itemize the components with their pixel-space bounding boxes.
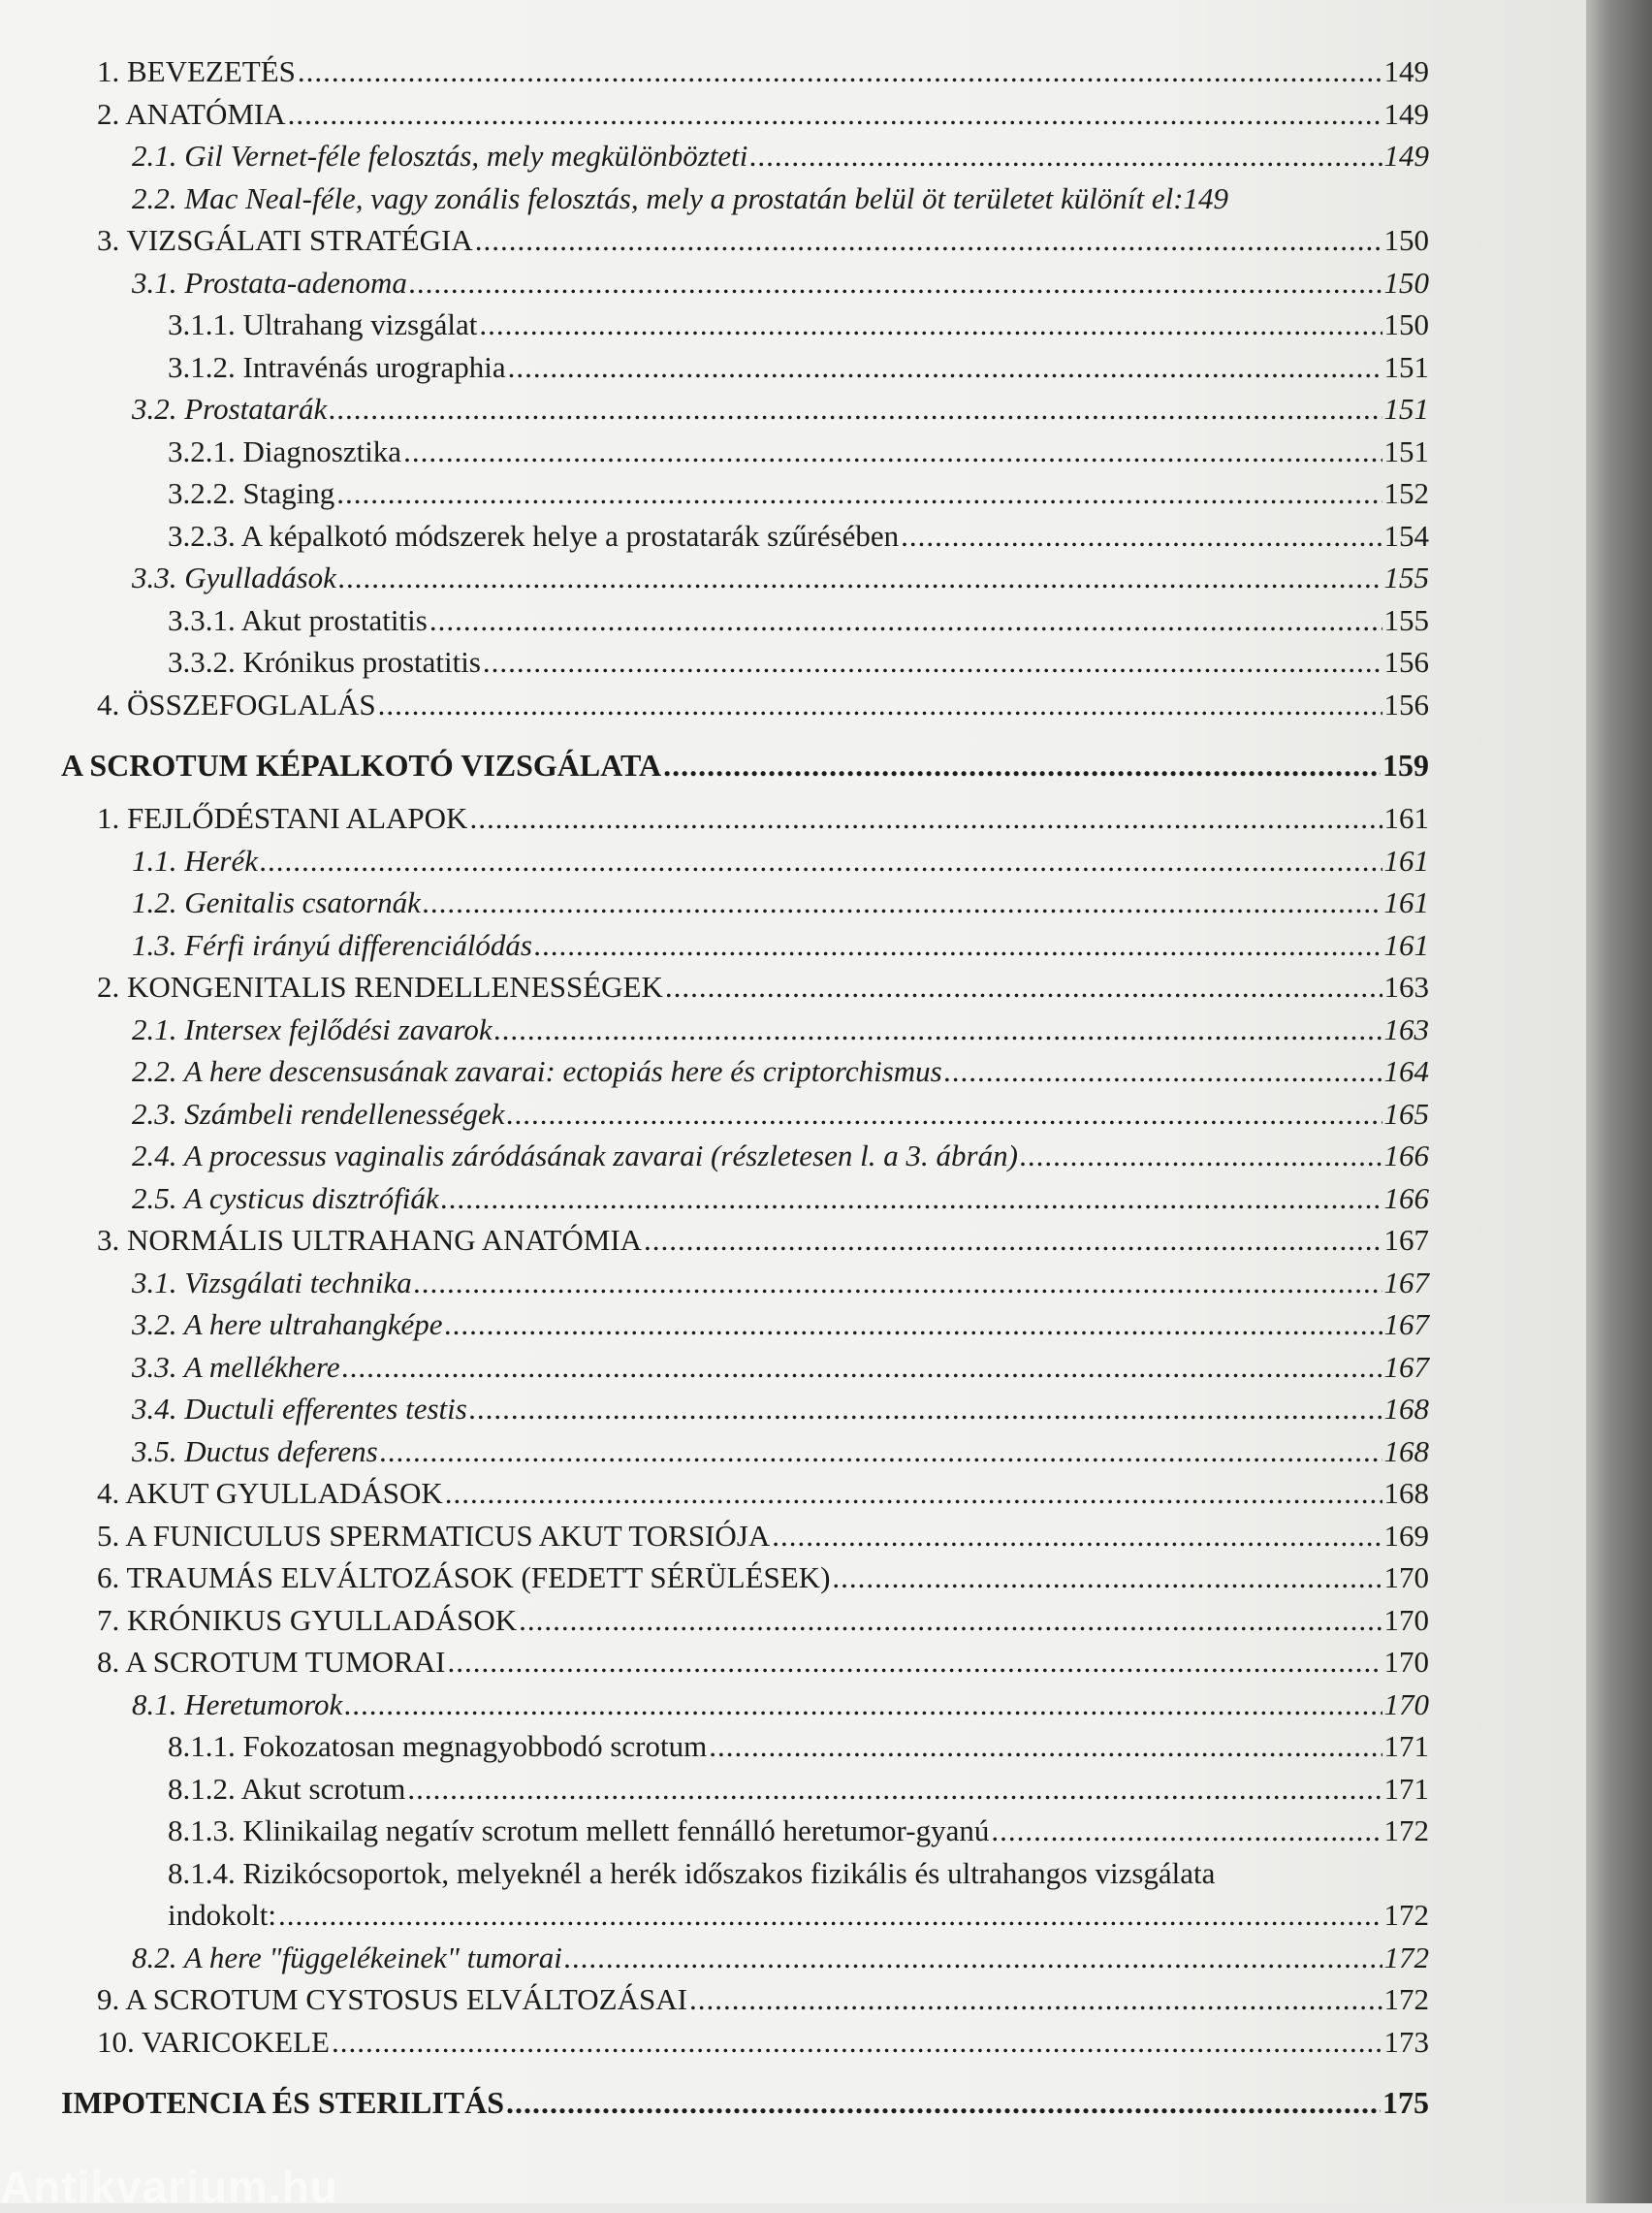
dot-leader — [483, 641, 1382, 684]
toc-entry-title: 3.3. Gyulladások — [132, 561, 336, 594]
dot-leader — [901, 515, 1382, 558]
toc-entry — [58, 1388, 1429, 1430]
toc-entry — [58, 557, 1429, 599]
dot-leader — [991, 1810, 1382, 1852]
toc-page-number: 151 — [1383, 349, 1429, 384]
toc-page-number: 173 — [1383, 2024, 1429, 2059]
toc-entry-title: 8.1.1. Fokozatosan megnagyobbodó scrotum — [168, 1729, 708, 1763]
toc-entry-title: 3.2.2. Staging — [168, 476, 335, 510]
dot-leader — [441, 1177, 1382, 1220]
toc-entry — [58, 1430, 1429, 1473]
dot-leader — [342, 1346, 1382, 1389]
dot-leader — [564, 1937, 1382, 1979]
toc-entry-title: 1. FEJLŐDÉSTANI ALAPOK — [97, 801, 468, 835]
toc-page-number: 166 — [1383, 1180, 1429, 1215]
toc-entry — [58, 1599, 1429, 1642]
toc-page-number: 155 — [1383, 561, 1429, 594]
watermark: Antikvarium.hu — [0, 2162, 338, 2212]
toc-entry-title: 2.2. Mac Neal-féle, vagy zonális felosztás, mely a prostatán belül öt területet különít el:149 — [132, 180, 1229, 215]
toc-entry — [58, 1937, 1429, 1979]
toc-entry — [58, 1684, 1429, 1726]
toc-page-number: 166 — [1383, 1139, 1429, 1172]
toc-entry — [58, 1009, 1429, 1051]
toc-page-number: 171 — [1383, 1771, 1429, 1806]
toc-page-number: 172 — [1383, 1982, 1429, 2016]
dot-leader — [407, 1768, 1382, 1811]
toc-entry-title: 3.2. A here ultrahangképe — [132, 1307, 443, 1341]
toc-entry — [58, 1768, 1429, 1811]
toc-page-number: 175 — [1382, 2085, 1429, 2120]
toc-entry-title: 3.1. Prostata-adenoma — [132, 265, 407, 300]
toc-page-number: 170 — [1383, 1560, 1429, 1594]
dot-leader — [278, 1894, 1382, 1937]
dot-leader — [479, 304, 1382, 346]
dot-leader — [260, 840, 1382, 882]
toc-entry-title: 1.2. Genitalis csatornák — [132, 885, 421, 919]
toc-entry-title: 7. KRÓNIKUS GYULLADÁSOK — [97, 1602, 518, 1637]
toc-entry-title: 2.1. Intersex fejlődési zavarok — [132, 1011, 492, 1046]
dot-leader — [507, 1093, 1382, 1136]
toc-entry-title: 4. ÖSSZEFOGLALÁS — [97, 687, 376, 722]
toc-entry-title: 1.3. Férfi irányú differenciálódás — [132, 927, 532, 962]
toc-entry-title: 5. A FUNICULUS SPERMATICUS AKUT TORSIÓJA — [97, 1518, 771, 1553]
toc-page-number: 172 — [1383, 1940, 1429, 1974]
toc-page-number: 150 — [1383, 307, 1429, 341]
toc-page-number: 170 — [1383, 1686, 1429, 1721]
toc-entry-title: 8.2. A here "függelékeinek" tumorai — [132, 1940, 562, 1974]
toc-entry-title: 8.1.3. Klinikailag negatív scrotum mellett fennálló heretumor-gyanú — [168, 1813, 990, 1847]
toc-entry — [58, 797, 1429, 840]
toc-page-number: 170 — [1383, 1602, 1429, 1637]
toc-page-number: 149 — [1383, 139, 1429, 173]
toc-entry — [58, 684, 1429, 726]
dot-leader — [409, 262, 1382, 305]
toc-entry — [58, 1346, 1429, 1389]
dot-leader — [749, 135, 1382, 177]
toc-page-number: 159 — [1382, 748, 1429, 783]
dot-leader — [534, 924, 1382, 967]
toc-page-number: 161 — [1383, 843, 1429, 878]
toc-page-number: 170 — [1383, 1645, 1429, 1679]
toc-entry — [58, 388, 1429, 431]
toc-page-number: 167 — [1383, 1265, 1429, 1299]
toc-page-number: 168 — [1383, 1433, 1429, 1468]
toc-entry — [58, 1641, 1429, 1684]
toc-page-number: 151 — [1383, 392, 1429, 426]
toc-entry-title: IMPOTENCIA ÉS STERILITÁS — [61, 2085, 505, 2120]
toc-page-number: 171 — [1383, 1729, 1429, 1763]
dot-leader — [709, 1725, 1382, 1768]
toc-page-number: 168 — [1383, 1476, 1429, 1510]
toc-entry — [58, 1725, 1429, 1768]
dot-leader — [447, 1641, 1382, 1684]
toc-entry-title: 2.2. A here descensusának zavarai: ectopiás here és criptorchismus — [132, 1054, 942, 1088]
toc-entry — [58, 2021, 1429, 2064]
toc-entry-title: A SCROTUM KÉPALKOTÓ VIZSGÁLATA — [61, 748, 662, 783]
toc-entry-title: 8.1.4. Rizikócsoportok, melyeknél a herék időszakos fizikális és ultrahangos vizsgálata — [168, 1855, 1216, 1890]
toc-entry — [58, 1050, 1429, 1093]
toc-page-number: 150 — [1383, 223, 1429, 257]
dot-leader — [1020, 1135, 1382, 1177]
toc-entry — [58, 1978, 1429, 2021]
dot-leader — [644, 1219, 1382, 1262]
toc-page-number: 172 — [1383, 1813, 1429, 1847]
toc-page-number: 163 — [1383, 970, 1429, 1004]
toc-entry-title: indokolt: — [168, 1898, 276, 1932]
dot-leader — [403, 431, 1382, 473]
toc-page-number: 172 — [1383, 1898, 1429, 1932]
toc-page-number: 155 — [1383, 602, 1429, 637]
dot-leader — [944, 1050, 1382, 1093]
toc-entry — [58, 1303, 1429, 1346]
dot-leader — [378, 684, 1382, 726]
dot-leader — [663, 737, 1381, 793]
dot-leader — [469, 797, 1382, 840]
toc-entry-title: 6. TRAUMÁS ELVÁLTOZÁSOK (FEDETT SÉRÜLÉSEK) — [97, 1560, 831, 1594]
toc-page-number: 161 — [1383, 801, 1429, 835]
toc-entry-title: 2. ANATÓMIA — [97, 96, 286, 131]
toc-entry-title: 3.3.1. Akut prostatitis — [168, 602, 428, 637]
toc-page-number: 151 — [1383, 433, 1429, 468]
toc-entry — [58, 1810, 1429, 1852]
toc-page-number: 161 — [1383, 927, 1429, 962]
toc-entry-title: 1.1. Herék — [132, 843, 258, 878]
toc-entry — [58, 1894, 1429, 1937]
dot-leader — [380, 1430, 1382, 1473]
toc-page-number: 161 — [1383, 885, 1429, 919]
toc-entry — [58, 262, 1429, 305]
toc-entry-title: 3. NORMÁLIS ULTRAHANG ANATÓMIA — [97, 1223, 643, 1257]
toc-entry — [58, 840, 1429, 882]
dot-leader — [344, 1684, 1382, 1726]
toc-part-heading — [58, 737, 1429, 793]
toc-entry-title: 3. VIZSGÁLATI STRATÉGIA — [97, 223, 473, 257]
page-edge-shadow — [1586, 0, 1652, 2203]
toc-entry-title: 8.1.2. Akut scrotum — [168, 1771, 406, 1806]
toc-entry-title: 3.2. Prostatarák — [132, 392, 328, 426]
toc-page-number: 150 — [1383, 265, 1429, 300]
toc-entry-title: 8. A SCROTUM TUMORAI — [97, 1645, 446, 1679]
dot-leader — [494, 1009, 1382, 1051]
toc-page-number: 167 — [1383, 1307, 1429, 1341]
toc-entry — [58, 219, 1429, 262]
toc-page-number: 156 — [1383, 645, 1429, 679]
toc-entry-title: 3.4. Ductuli efferentes testis — [132, 1392, 467, 1426]
toc-entry — [58, 966, 1429, 1009]
toc-entry — [58, 1093, 1429, 1136]
toc-page-number: 165 — [1383, 1096, 1429, 1131]
toc-entry-title: 3.2.3. A képalkotó módszerek helye a prostatarák szűrésében — [168, 518, 900, 553]
toc-entry-title: 8.1. Heretumorok — [132, 1686, 343, 1721]
toc-entry-title: 2.3. Számbeli rendellenességek — [132, 1096, 505, 1131]
toc-entry-title: 3.1.2. Intravénás urographia — [168, 349, 506, 384]
dot-leader — [423, 882, 1382, 924]
dot-leader — [508, 346, 1382, 389]
dot-leader — [689, 1978, 1382, 2021]
toc-entry — [58, 50, 1429, 93]
toc-entry-title: 3.3.2. Krónikus prostatitis — [168, 645, 481, 679]
toc-entry-title: 10. VARICOKELE — [97, 2024, 330, 2059]
dot-leader — [445, 1472, 1382, 1515]
toc-entry — [58, 93, 1429, 136]
toc-entry-title: 1. BEVEZETÉS — [97, 54, 296, 88]
toc-entry — [58, 1515, 1429, 1557]
toc-entry-title: 3.3. A mellékhere — [132, 1349, 340, 1384]
toc-entry-title: 3.1. Vizsgálati technika — [132, 1265, 412, 1299]
toc-part-heading — [58, 2074, 1429, 2131]
toc-page-number: 163 — [1383, 1011, 1429, 1046]
toc-entry-title: 2.4. A processus vaginalis záródásának zavarai (részletesen l. a 3. ábrán) — [132, 1139, 1018, 1172]
dot-leader — [298, 50, 1382, 93]
toc-page-number: 164 — [1383, 1054, 1429, 1088]
toc-page-number: 167 — [1383, 1349, 1429, 1384]
toc-page-number: 156 — [1383, 687, 1429, 722]
toc-entry — [58, 1135, 1429, 1177]
dot-leader — [519, 1599, 1382, 1642]
toc-entry — [58, 1262, 1429, 1304]
toc-entry-title: 2.1. Gil Vernet-féle felosztás, mely megkülönbözteti — [132, 139, 748, 173]
toc-entry — [58, 1556, 1429, 1599]
toc-entry — [58, 346, 1429, 389]
toc-entry — [58, 1177, 1429, 1220]
toc-entry — [58, 924, 1429, 967]
toc-entry — [58, 515, 1429, 558]
dot-leader — [475, 219, 1382, 262]
dot-leader — [336, 472, 1382, 515]
toc-entry — [58, 641, 1429, 684]
toc-entry-title: 3.5. Ductus deferens — [132, 1433, 378, 1468]
dot-leader — [338, 557, 1382, 599]
toc-entry — [58, 1472, 1429, 1515]
dot-leader — [665, 966, 1382, 1009]
toc-entry — [58, 882, 1429, 924]
dot-leader — [429, 599, 1382, 642]
dot-leader — [469, 1388, 1382, 1430]
toc-page-number: 168 — [1383, 1392, 1429, 1426]
dot-leader — [772, 1515, 1382, 1557]
dot-leader — [329, 388, 1382, 431]
toc-entry-title: 9. A SCROTUM CYSTOSUS ELVÁLTOZÁSAI — [97, 1982, 687, 2016]
dot-leader — [332, 2021, 1382, 2064]
toc-entry — [58, 177, 1429, 220]
toc-entry — [58, 1219, 1429, 1262]
dot-leader — [288, 93, 1382, 136]
toc-entry — [58, 431, 1429, 473]
dot-leader — [414, 1262, 1382, 1304]
toc-page-number: 154 — [1383, 518, 1429, 553]
toc-entry-title: 4. AKUT GYULLADÁSOK — [97, 1476, 443, 1510]
dot-leader — [445, 1303, 1382, 1346]
toc-entry-title: 3.1.1. Ultrahang vizsgálat — [168, 307, 478, 341]
toc-page-number: 167 — [1383, 1223, 1429, 1257]
toc-entry — [58, 304, 1429, 346]
toc-entry — [58, 472, 1429, 515]
toc-page-number: 149 — [1383, 96, 1429, 131]
toc-entry-title: 3.2.1. Diagnosztika — [168, 433, 402, 468]
toc-page-number: 149 — [1383, 54, 1429, 88]
toc-page-number: 152 — [1383, 476, 1429, 510]
table-of-contents — [58, 50, 1429, 2134]
dot-leader — [832, 1556, 1382, 1599]
toc-entry — [58, 599, 1429, 642]
toc-entry — [58, 135, 1429, 177]
toc-entry — [58, 1852, 1429, 1895]
toc-entry-title: 2. KONGENITALIS RENDELLENESSÉGEK — [97, 970, 663, 1004]
toc-entry-title: 2.5. A cysticus disztrófiák — [132, 1180, 439, 1215]
toc-page-number: 169 — [1383, 1518, 1429, 1553]
dot-leader — [506, 2074, 1381, 2131]
